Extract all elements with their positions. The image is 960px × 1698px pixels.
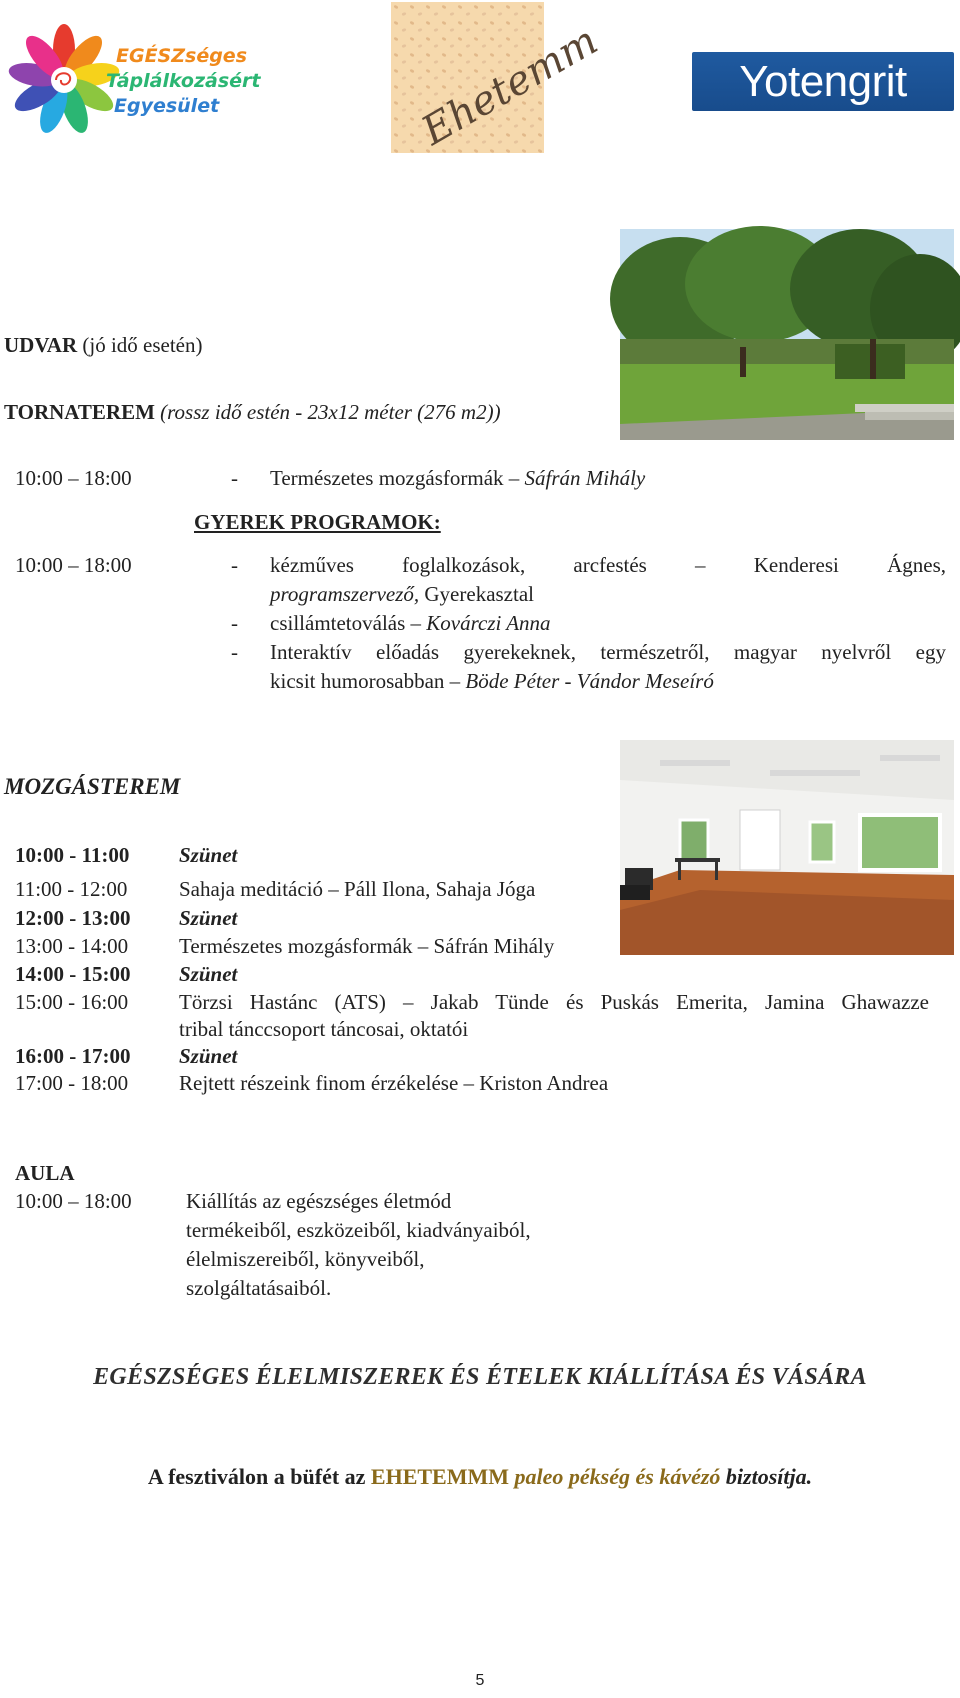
udvar-heading-line bbox=[4, 333, 203, 358]
buffet-brand: EHETEMMM bbox=[370, 1464, 510, 1489]
logo-line-1: EGÉSZséges bbox=[116, 45, 248, 67]
logo-line-2: Táplálkozásért bbox=[106, 70, 261, 92]
tornaterem-separator: – bbox=[508, 466, 520, 490]
schedule-pause: Szünet bbox=[179, 1044, 238, 1068]
kids-item-3-line-2 bbox=[270, 669, 714, 694]
ehetemm-logo bbox=[391, 2, 606, 155]
buffet-part-1: A fesztiválon a büfét az bbox=[147, 1464, 366, 1489]
tornaterem-heading: TORNATEREM bbox=[4, 400, 155, 424]
courtyard-photo bbox=[620, 229, 954, 440]
tornaterem-activity-line bbox=[270, 466, 645, 491]
aula-heading: AULA bbox=[15, 1161, 75, 1185]
ehetemm-logo-text: Ehetemm bbox=[414, 17, 606, 155]
tornaterem-time: 10:00 – 18:00 bbox=[15, 466, 132, 490]
kids-item-3-person: Böde Péter - Vándor Meseíró bbox=[465, 669, 714, 693]
kids-item-1-dash: - bbox=[231, 553, 238, 577]
schedule-activity: Törzsi Hastánc (ATS) – Jakab Tünde és Puskás Emerita, Jamina Ghawazze bbox=[179, 990, 929, 1014]
aula-time: 10:00 – 18:00 bbox=[15, 1189, 132, 1213]
flower-icon bbox=[6, 22, 261, 140]
schedule-time: 16:00 - 17:00 bbox=[15, 1044, 131, 1068]
schedule-activity: Természetes mozgásformák – Sáfrán Mihály bbox=[179, 934, 555, 958]
mozgasterem-heading: MOZGÁSTEREM bbox=[4, 774, 181, 799]
schedule-pause: Szünet bbox=[179, 962, 238, 986]
buffet-part-3: biztosítja. bbox=[725, 1464, 813, 1489]
schedule-time: 15:00 - 16:00 bbox=[15, 990, 129, 1014]
fair-title: EGÉSZSÉGES ÉLELMISZEREK ÉS ÉTELEK KIÁLLÍTÁSA ÉS VÁSÁRA bbox=[93, 1364, 867, 1390]
page-number: 5 bbox=[475, 1672, 485, 1689]
kids-item-2-person: Kovárczi Anna bbox=[426, 611, 551, 635]
aula-line-3: élelmiszereiből, könyveiből, bbox=[186, 1247, 425, 1271]
buffet-part-2: paleo pékség és kávézó bbox=[514, 1464, 721, 1489]
kids-heading: GYEREK PROGRAMOK: bbox=[194, 510, 441, 534]
schedule-activity: Sahaja meditáció – Páll Ilona, Sahaja Jóga bbox=[179, 877, 536, 901]
kids-item-2-dash: - bbox=[231, 611, 238, 635]
tornaterem-person: Sáfrán Mihály bbox=[524, 466, 646, 490]
yotengrit-logo bbox=[692, 52, 954, 111]
aula-line-2: termékeiből, eszközeiből, kiadványaiból, bbox=[186, 1218, 531, 1242]
yotengrit-logo-text: Yotengrit bbox=[739, 56, 907, 106]
tornaterem-heading-line bbox=[4, 400, 501, 425]
schedule-activity-continued: tribal tánccsoport táncosai, oktatói bbox=[179, 1017, 469, 1041]
tornaterem-dash: - bbox=[231, 466, 238, 490]
schedule-pause: Szünet bbox=[179, 843, 238, 867]
kids-item-1-role: programszervező, bbox=[270, 582, 420, 606]
schedule-activity: Rejtett részeink finom érzékelése – Kriston Andrea bbox=[179, 1071, 609, 1095]
schedule-pause: Szünet bbox=[179, 906, 238, 930]
schedule-time: 12:00 - 13:00 bbox=[15, 906, 131, 930]
egeszseges-taplalkozasert-logo bbox=[6, 22, 261, 140]
tornaterem-note: (rossz idő estén - 23x12 méter (276 m2)) bbox=[160, 400, 501, 424]
schedule-time: 14:00 - 15:00 bbox=[15, 962, 131, 986]
kids-item-1-line-1: kézműves foglalkozások, arcfestés – Kenderesi Ágnes, bbox=[270, 553, 946, 577]
kids-item-2-text: csillámtetoválás – bbox=[270, 611, 422, 635]
schedule-time: 13:00 - 14:00 bbox=[15, 934, 129, 958]
aula-line-4: szolgáltatásaiból. bbox=[186, 1276, 332, 1300]
kids-item-3-text: kicsit humorosabban – bbox=[270, 669, 461, 693]
udvar-note: (jó idő esetén) bbox=[82, 333, 203, 357]
kids-item-2 bbox=[270, 611, 551, 636]
kids-time: 10:00 – 18:00 bbox=[15, 553, 132, 577]
buffet-line bbox=[0, 1464, 960, 1490]
tornaterem-activity: Természetes mozgásformák bbox=[270, 466, 504, 490]
aula-line-1: Kiállítás az egészséges életmód bbox=[186, 1189, 452, 1213]
kids-item-3-line-1: Interaktív előadás gyerekeknek, természetről, magyar nyelvről egy bbox=[270, 640, 946, 664]
exercise-room-photo bbox=[620, 740, 954, 955]
kids-item-3-dash: - bbox=[231, 640, 238, 664]
schedule-time: 10:00 - 11:00 bbox=[15, 843, 130, 867]
logo-line-3: Egyesület bbox=[114, 95, 220, 117]
kids-item-1-line-2 bbox=[270, 582, 534, 607]
schedule-time: 17:00 - 18:00 bbox=[15, 1071, 129, 1095]
kids-item-1-org: Gyerekasztal bbox=[424, 582, 534, 606]
udvar-heading: UDVAR bbox=[4, 333, 78, 357]
schedule-time: 11:00 - 12:00 bbox=[15, 877, 128, 901]
